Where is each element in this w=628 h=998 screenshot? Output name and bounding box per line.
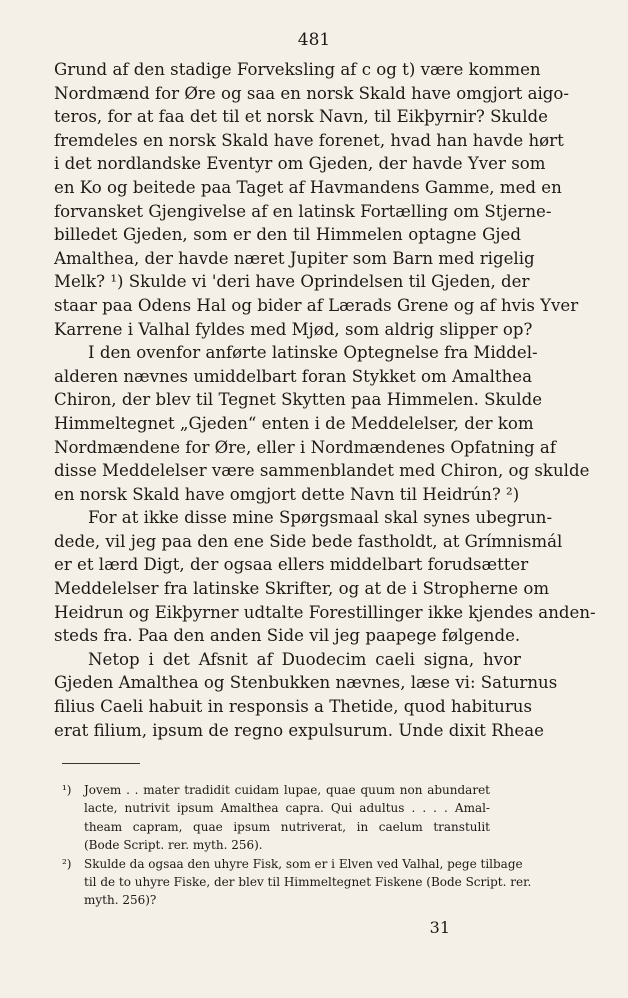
- footnote-1: [62, 781, 490, 855]
- footnote-marker: ²): [62, 856, 72, 871]
- footnote-line: Jovem . . mater tradidit cuidam lupae, quae quum non abundaret: [84, 783, 490, 797]
- text-line: Melk? ¹) Skulde vi 'deri have Oprindelsen til Gjeden, der: [54, 272, 530, 292]
- text-line: I den ovenfor anførte latinske Optegnelse fra Middel-: [88, 343, 538, 363]
- page-number: 481: [297, 30, 331, 50]
- text-line: fremdeles en norsk Skald have forenet, hvad han havde hørt: [54, 130, 564, 150]
- footnote-line: (Bode Script. rer. myth. 256).: [84, 838, 263, 853]
- footnote-line: lacte, nutrivit ipsum Amalthea capra. Qui adultus . . . . Amal-: [84, 801, 490, 816]
- text-line: billedet Gjeden, som er den til Himmelen optagne Gjed: [54, 225, 521, 245]
- text-line: steds fra. Paa den anden Side vil jeg paapege følgende.: [54, 626, 521, 646]
- text-line: Himmeltegnet „Gjeden“ enten i de Meddelelser, der kom: [54, 413, 534, 433]
- text-line: filius Caeli habuit in responsis a Thetide, quod habiturus: [54, 697, 532, 717]
- text-line: alderen nævnes umiddelbart foran Stykket om Amalthea: [54, 366, 532, 386]
- text-line: i det nordlandske Eventyr om Gjeden, der havde Yver som: [54, 154, 546, 174]
- text-line: Karrene i Valhal fyldes med Mjød, som aldrig slipper op?: [54, 319, 533, 339]
- text-line: For at ikke disse mine Spørgsmaal skal synes ubegrun-: [88, 508, 553, 528]
- text-line: Gjeden Amalthea og Stenbukken nævnes, læse vi: Saturnus: [54, 673, 558, 693]
- footnote-line: theam capram, quae ipsum nutriverat, in caelum transtulit: [84, 819, 490, 834]
- footnotes: [62, 781, 532, 910]
- text-line: erat filium, ipsum de regno expulsurum. Unde dixit Rheae: [54, 720, 544, 740]
- text-line: staar paa Odens Hal og bider af Lærads Grene og af hvis Yver: [54, 295, 579, 315]
- text-line: Chiron, der blev til Tegnet Skytten paa Himmelen. Skulde: [54, 390, 543, 410]
- text-line: Heidrun og Eikþyrner udtalte Forestillinger ikke kjendes anden-: [54, 602, 596, 622]
- text-line: Netop i det Afsnit af Duodecim caeli signa, hvor: [88, 649, 521, 669]
- footnote-marker: ¹): [62, 783, 72, 797]
- text-line: teros, for at faa det til et norsk Navn, til Eikþyrnir? Skulde: [54, 107, 548, 127]
- footnote-2: [62, 855, 532, 910]
- footnote-line: Skulde da ogsaa den uhyre Fisk, som er i Elven ved Valhal, pege tilbage: [84, 856, 523, 871]
- signature-mark: 31: [429, 918, 450, 937]
- text-line: Meddelelser fra latinske Skrifter, og at de i Stropherne om: [54, 579, 550, 599]
- text-line: forvansket Gjengivelse af en latinsk Fortælling om Stjerne-: [54, 201, 552, 221]
- footnote-line: til de to uhyre Fiske, der blev til Himmeltegnet Fiskene (Bode Script. rer.: [84, 875, 532, 890]
- text-line: er et lærd Digt, der ogsaa ellers middelbart forudsætter: [54, 555, 529, 575]
- text-line: dede, vil jeg paa den ene Side bede fastholdt, at Grímnismál: [54, 531, 563, 551]
- text-line: Nordmændene for Øre, eller i Nordmændenes Opfatning af: [54, 437, 556, 457]
- footnote-line: myth. 256)?: [84, 893, 157, 908]
- text-line: disse Meddelelser være sammenblandet med Chiron, og skulde: [54, 461, 590, 481]
- text-line: en Ko og beitede paa Taget af Havmandens Gamme, med en: [54, 177, 562, 197]
- text-line: Nordmænd for Øre og saa en norsk Skald have omgjort aigo-: [54, 83, 569, 103]
- text-line: Grund af den stadige Forveksling af c og t) være kommen: [54, 60, 541, 79]
- footnote-divider: [62, 763, 140, 764]
- text-line: Amalthea, der havde næret Jupiter som Barn med rigelig: [54, 248, 535, 268]
- main-text: [54, 58, 596, 742]
- text-line: en norsk Skald have omgjort dette Navn til Heidrún? ²): [54, 484, 520, 504]
